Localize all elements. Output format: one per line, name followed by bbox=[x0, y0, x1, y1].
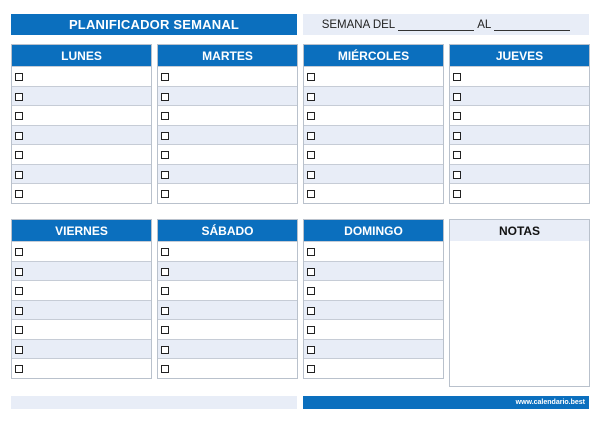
task-row[interactable] bbox=[12, 261, 151, 281]
day-header-lunes: LUNES bbox=[12, 45, 151, 66]
task-row[interactable] bbox=[158, 66, 297, 86]
task-row[interactable] bbox=[450, 66, 589, 86]
task-row[interactable] bbox=[450, 86, 589, 106]
task-checkbox[interactable] bbox=[161, 73, 169, 81]
task-checkbox[interactable] bbox=[307, 248, 315, 256]
task-row[interactable] bbox=[12, 164, 151, 184]
day-header-sabado: SÁBADO bbox=[158, 220, 297, 241]
task-row[interactable] bbox=[450, 164, 589, 184]
day-card-viernes bbox=[11, 219, 152, 379]
task-checkbox[interactable] bbox=[453, 93, 461, 101]
task-row[interactable] bbox=[12, 319, 151, 339]
task-row[interactable] bbox=[158, 144, 297, 164]
task-row[interactable] bbox=[158, 261, 297, 281]
task-list bbox=[450, 66, 589, 203]
task-checkbox[interactable] bbox=[161, 287, 169, 295]
task-checkbox[interactable] bbox=[161, 307, 169, 315]
task-checkbox[interactable] bbox=[15, 346, 23, 354]
task-checkbox[interactable] bbox=[307, 151, 315, 159]
week-to-blank[interactable] bbox=[494, 19, 570, 31]
task-list bbox=[304, 241, 443, 378]
task-row[interactable] bbox=[304, 86, 443, 106]
task-checkbox[interactable] bbox=[307, 132, 315, 140]
task-checkbox[interactable] bbox=[15, 365, 23, 373]
task-row[interactable] bbox=[304, 183, 443, 203]
task-row[interactable] bbox=[304, 339, 443, 359]
task-checkbox[interactable] bbox=[161, 268, 169, 276]
day-card-domingo bbox=[303, 219, 444, 379]
task-row[interactable] bbox=[304, 66, 443, 86]
task-checkbox[interactable] bbox=[161, 171, 169, 179]
task-row[interactable] bbox=[12, 86, 151, 106]
task-row[interactable] bbox=[158, 280, 297, 300]
task-checkbox[interactable] bbox=[307, 346, 315, 354]
task-checkbox[interactable] bbox=[15, 73, 23, 81]
task-row[interactable] bbox=[158, 125, 297, 145]
task-checkbox[interactable] bbox=[307, 171, 315, 179]
task-row[interactable] bbox=[304, 300, 443, 320]
week-to-label: AL bbox=[477, 18, 492, 31]
task-checkbox[interactable] bbox=[307, 112, 315, 120]
task-row[interactable] bbox=[12, 339, 151, 359]
task-checkbox[interactable] bbox=[15, 287, 23, 295]
task-row[interactable] bbox=[12, 66, 151, 86]
task-row[interactable] bbox=[304, 358, 443, 378]
notes-header: NOTAS bbox=[450, 220, 589, 241]
task-list bbox=[12, 66, 151, 203]
task-row[interactable] bbox=[12, 300, 151, 320]
task-row[interactable] bbox=[158, 105, 297, 125]
task-checkbox[interactable] bbox=[15, 93, 23, 101]
task-row[interactable] bbox=[450, 125, 589, 145]
task-checkbox[interactable] bbox=[15, 132, 23, 140]
day-header-jueves: JUEVES bbox=[450, 45, 589, 66]
footer-website: www.calendario.best bbox=[303, 396, 589, 409]
task-checkbox[interactable] bbox=[161, 190, 169, 198]
task-row[interactable] bbox=[158, 164, 297, 184]
task-checkbox[interactable] bbox=[15, 190, 23, 198]
task-row[interactable] bbox=[158, 300, 297, 320]
task-row[interactable] bbox=[12, 183, 151, 203]
task-row[interactable] bbox=[304, 280, 443, 300]
task-row[interactable] bbox=[450, 144, 589, 164]
task-checkbox[interactable] bbox=[307, 268, 315, 276]
task-checkbox[interactable] bbox=[453, 151, 461, 159]
task-list bbox=[304, 66, 443, 203]
task-checkbox[interactable] bbox=[453, 171, 461, 179]
day-header-miercoles: MIÉRCOLES bbox=[304, 45, 443, 66]
task-checkbox[interactable] bbox=[161, 151, 169, 159]
task-list bbox=[12, 241, 151, 378]
task-row[interactable] bbox=[158, 183, 297, 203]
day-header-domingo: DOMINGO bbox=[304, 220, 443, 241]
task-checkbox[interactable] bbox=[161, 365, 169, 373]
task-checkbox[interactable] bbox=[15, 326, 23, 334]
task-checkbox[interactable] bbox=[161, 346, 169, 354]
week-from-blank[interactable] bbox=[398, 19, 474, 31]
day-card-miercoles bbox=[303, 44, 444, 204]
task-row[interactable] bbox=[158, 319, 297, 339]
task-list bbox=[158, 241, 297, 378]
task-row[interactable] bbox=[158, 241, 297, 261]
task-checkbox[interactable] bbox=[307, 326, 315, 334]
day-card-jueves bbox=[449, 44, 590, 204]
notes-card bbox=[449, 219, 590, 387]
task-checkbox[interactable] bbox=[307, 190, 315, 198]
task-row[interactable] bbox=[304, 241, 443, 261]
task-checkbox[interactable] bbox=[307, 365, 315, 373]
day-card-lunes bbox=[11, 44, 152, 204]
task-row[interactable] bbox=[12, 125, 151, 145]
task-checkbox[interactable] bbox=[307, 93, 315, 101]
task-row[interactable] bbox=[12, 144, 151, 164]
week-range-field bbox=[303, 14, 589, 35]
task-checkbox[interactable] bbox=[453, 73, 461, 81]
task-checkbox[interactable] bbox=[161, 132, 169, 140]
task-checkbox[interactable] bbox=[453, 112, 461, 120]
task-row[interactable] bbox=[158, 86, 297, 106]
task-checkbox[interactable] bbox=[161, 248, 169, 256]
task-checkbox[interactable] bbox=[15, 307, 23, 315]
task-row[interactable] bbox=[304, 144, 443, 164]
task-checkbox[interactable] bbox=[453, 132, 461, 140]
notes-area[interactable] bbox=[450, 241, 589, 386]
task-row[interactable] bbox=[450, 183, 589, 203]
week-from-label: SEMANA DEL bbox=[321, 18, 396, 31]
task-checkbox[interactable] bbox=[161, 112, 169, 120]
task-checkbox[interactable] bbox=[161, 326, 169, 334]
footer-bar bbox=[11, 396, 297, 409]
task-checkbox[interactable] bbox=[15, 151, 23, 159]
task-row[interactable] bbox=[304, 164, 443, 184]
task-list bbox=[158, 66, 297, 203]
page-title: PLANIFICADOR SEMANAL bbox=[11, 14, 297, 35]
task-checkbox[interactable] bbox=[307, 307, 315, 315]
task-row[interactable] bbox=[304, 319, 443, 339]
task-checkbox[interactable] bbox=[453, 190, 461, 198]
task-row[interactable] bbox=[304, 261, 443, 281]
task-row[interactable] bbox=[12, 105, 151, 125]
task-row[interactable] bbox=[12, 241, 151, 261]
task-row[interactable] bbox=[12, 280, 151, 300]
task-checkbox[interactable] bbox=[15, 248, 23, 256]
day-card-sabado bbox=[157, 219, 298, 379]
task-checkbox[interactable] bbox=[307, 287, 315, 295]
task-checkbox[interactable] bbox=[161, 93, 169, 101]
task-row[interactable] bbox=[158, 339, 297, 359]
task-checkbox[interactable] bbox=[15, 171, 23, 179]
day-header-viernes: VIERNES bbox=[12, 220, 151, 241]
day-card-martes bbox=[157, 44, 298, 204]
task-row[interactable] bbox=[304, 125, 443, 145]
task-row[interactable] bbox=[12, 358, 151, 378]
task-row[interactable] bbox=[450, 105, 589, 125]
task-row[interactable] bbox=[304, 105, 443, 125]
task-checkbox[interactable] bbox=[15, 268, 23, 276]
day-header-martes: MARTES bbox=[158, 45, 297, 66]
task-row[interactable] bbox=[158, 358, 297, 378]
task-checkbox[interactable] bbox=[15, 112, 23, 120]
task-checkbox[interactable] bbox=[307, 73, 315, 81]
